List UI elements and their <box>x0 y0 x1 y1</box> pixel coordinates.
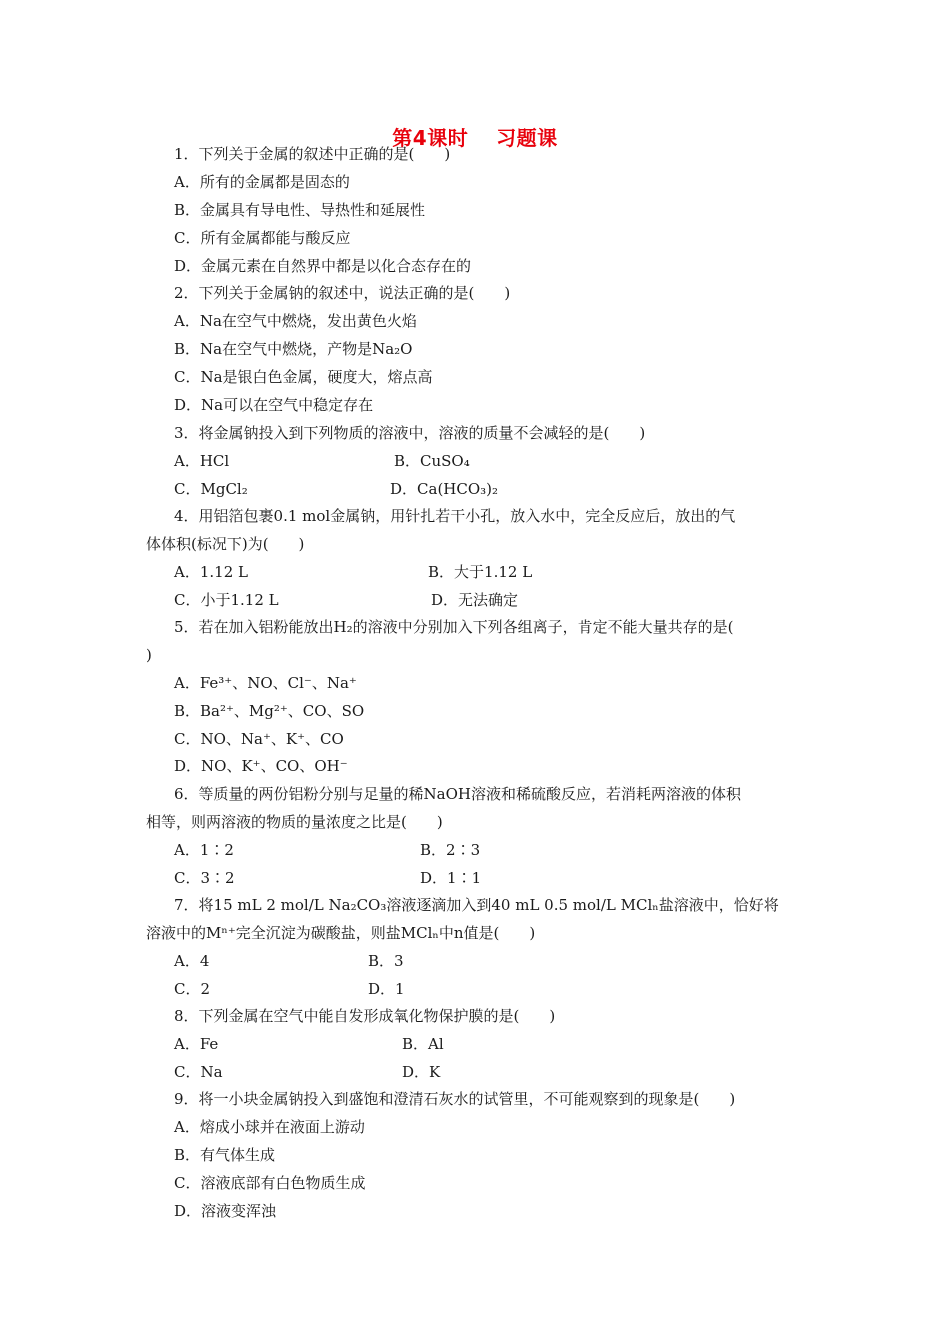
question-7-stem-continued: 溶液中的Mⁿ⁺完全沉淀为碳酸盐，则盐MClₙ中n值是( ) <box>146 924 536 942</box>
question-9-option-d: D．溶液变浑浊 <box>174 1202 277 1220</box>
question-2-option-c: C．Na是银白色金属，硬度大，熔点高 <box>174 368 433 386</box>
question-3-stem: 3．将金属钠投入到下列物质的溶液中，溶液的质量不会减轻的是( ) <box>174 424 646 442</box>
question-7-option-a: A．4 <box>174 952 210 970</box>
question-4-stem: 4．用铝箔包裹0.1 mol金属钠，用针扎若干小孔，放入水中，完全反应后，放出的气 <box>174 507 736 525</box>
question-6-stem: 6．等质量的两份铝粉分别与足量的稀NaOH溶液和稀硫酸反应，若消耗两溶液的体积 <box>174 785 741 803</box>
question-6-option-d: D．1∶1 <box>420 869 482 887</box>
question-1-option-a: A．所有的金属都是固态的 <box>174 173 350 191</box>
question-3-option-d: D．Ca(HCO₃)₂ <box>390 480 499 498</box>
question-7-stem: 7．将15 mL 2 mol/L Na₂CO₃溶液逐滴加入到40 mL 0.5 mol/L MClₙ盐溶液中，恰好将 <box>174 896 779 914</box>
question-8-option-c: C．Na <box>174 1063 223 1081</box>
question-4-option-a: A．1.12 L <box>174 563 248 581</box>
question-1-stem: 1．下列关于金属的叙述中正确的是( ) <box>174 145 451 163</box>
question-5-option-b: B．Ba²⁺、Mg²⁺、CO、SO <box>174 702 365 720</box>
question-6-option-a: A．1∶2 <box>174 841 234 859</box>
question-3-option-b: B．CuSO₄ <box>394 452 470 470</box>
question-9-option-b: B．有气体生成 <box>174 1146 276 1164</box>
question-5-option-c: C．NO、Na⁺、K⁺、CO <box>174 730 344 748</box>
question-3-option-c: C．MgCl₂ <box>174 480 248 498</box>
question-7-option-c: C．2 <box>174 980 211 998</box>
question-5-stem-continued: ) <box>146 646 152 664</box>
question-6-option-b: B．2∶3 <box>420 841 481 859</box>
question-2-option-b: B．Na在空气中燃烧，产物是Na₂O <box>174 340 413 358</box>
question-4-stem-continued: 体体积(标况下)为( ) <box>146 535 305 553</box>
question-5-option-a: A．Fe³⁺、NO、Cl⁻、Na⁺ <box>174 674 357 692</box>
question-7-option-d: D．1 <box>368 980 405 998</box>
question-4-option-d: D．无法确定 <box>431 591 519 609</box>
question-5-stem: 5．若在加入铝粉能放出H₂的溶液中分别加入下列各组离子，肯定不能大量共存的是( <box>174 618 734 636</box>
question-1-option-d: D．金属元素在自然界中都是以化合态存在的 <box>174 257 472 275</box>
question-6-stem-continued: 相等，则两溶液的物质的量浓度之比是( ) <box>146 813 443 831</box>
question-2-option-a: A．Na在空气中燃烧，发出黄色火焰 <box>174 312 417 330</box>
question-5-option-d: D．NO、K⁺、CO、OH⁻ <box>174 757 348 775</box>
question-8-option-a: A．Fe <box>174 1035 219 1053</box>
question-3-option-a: A．HCl <box>174 452 230 470</box>
question-1-option-b: B．金属具有导电性、导热性和延展性 <box>174 201 426 219</box>
page-title: 第4课时 习题课 <box>392 126 558 150</box>
question-9-option-c: C．溶液底部有白色物质生成 <box>174 1174 366 1192</box>
question-8-option-d: D．K <box>402 1063 441 1081</box>
question-1-option-c: C．所有金属都能与酸反应 <box>174 229 351 247</box>
question-2-stem: 2．下列关于金属钠的叙述中，说法正确的是( ) <box>174 284 511 302</box>
question-4-option-b: B．大于1.12 L <box>428 563 533 581</box>
question-9-option-a: A．熔成小球并在液面上游动 <box>174 1118 365 1136</box>
question-6-option-c: C．3∶2 <box>174 869 235 887</box>
question-8-option-b: B．Al <box>402 1035 444 1053</box>
question-7-option-b: B．3 <box>368 952 404 970</box>
question-2-option-d: D．Na可以在空气中稳定存在 <box>174 396 374 414</box>
question-9-stem: 9．将一小块金属钠投入到盛饱和澄清石灰水的试管里，不可能观察到的现象是( ) <box>174 1090 736 1108</box>
question-8-stem: 8．下列金属在空气中能自发形成氧化物保护膜的是( ) <box>174 1007 556 1025</box>
question-4-option-c: C．小于1.12 L <box>174 591 279 609</box>
